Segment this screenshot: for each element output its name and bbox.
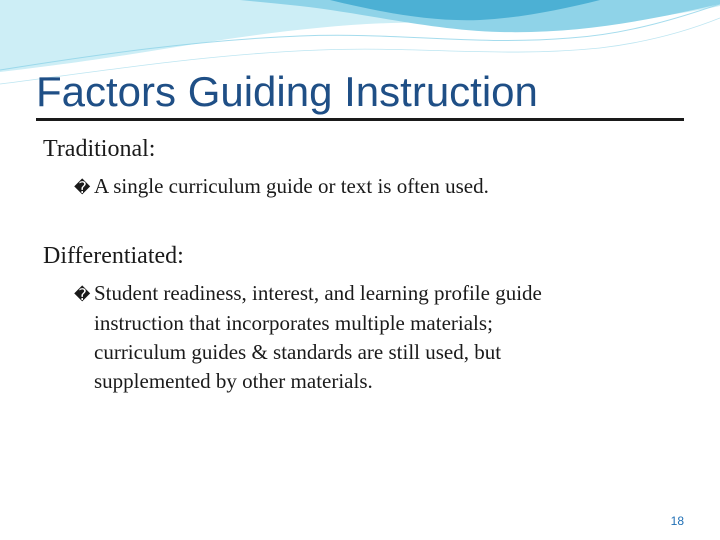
missing-glyph-icon: � bbox=[74, 178, 91, 197]
bullet-differentiated bbox=[74, 279, 542, 396]
page-number: 18 bbox=[670, 514, 684, 528]
bullet-line: supplemented by other materials. bbox=[94, 369, 373, 393]
title-divider bbox=[36, 118, 684, 121]
slide-title: Factors Guiding Instruction bbox=[36, 68, 538, 115]
bullet-line: curriculum guides & standards are still used, but bbox=[94, 340, 502, 364]
bullet-traditional bbox=[74, 172, 489, 202]
missing-glyph-icon: � bbox=[74, 285, 91, 304]
bullet-text: A single curriculum guide or text is often used. bbox=[94, 174, 489, 198]
bullet-line bbox=[74, 279, 542, 309]
bullet-line bbox=[74, 172, 489, 202]
bullet-text: Student readiness, interest, and learning profile guide bbox=[94, 281, 542, 305]
heading-traditional: Traditional: bbox=[43, 136, 156, 162]
bullet-line: instruction that incorporates multiple materials; bbox=[94, 311, 493, 335]
heading-differentiated: Differentiated: bbox=[43, 243, 184, 269]
